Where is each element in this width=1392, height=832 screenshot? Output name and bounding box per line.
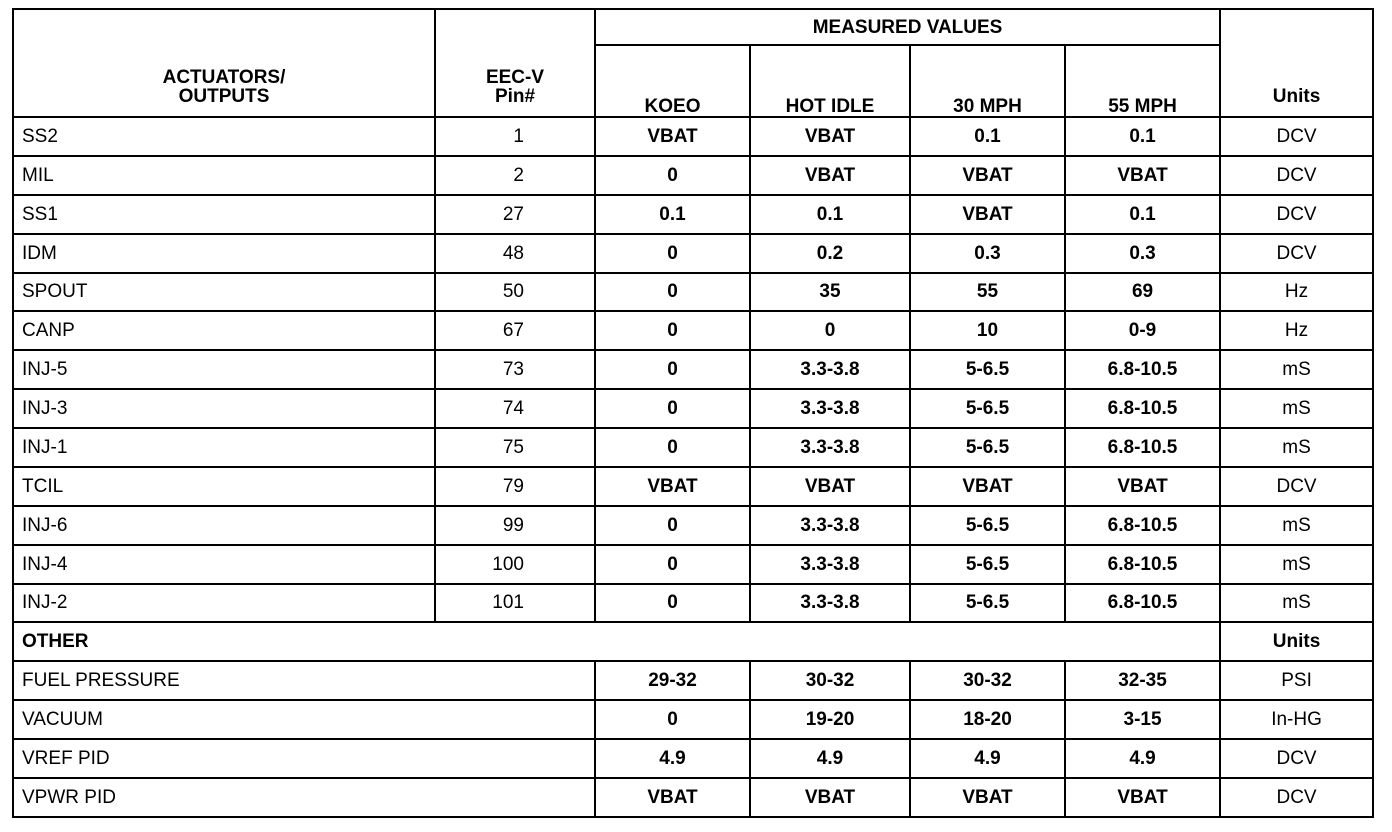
hot-idle-value: 4.9 bbox=[750, 739, 910, 778]
table-row bbox=[13, 661, 1373, 700]
hot-idle-value: 30-32 bbox=[750, 661, 910, 700]
koeo-value: 0 bbox=[595, 156, 750, 195]
table-row bbox=[13, 389, 1373, 428]
table-row bbox=[13, 311, 1373, 350]
units-value: mS bbox=[1220, 584, 1373, 623]
measured-values-header: MEASURED VALUES bbox=[595, 9, 1220, 45]
koeo-value: 0 bbox=[595, 700, 750, 739]
koeo-header: KOEO bbox=[595, 45, 750, 117]
koeo-value: 0 bbox=[595, 428, 750, 467]
units-value: mS bbox=[1220, 428, 1373, 467]
actuator-name: SPOUT bbox=[13, 273, 435, 312]
table-row bbox=[13, 428, 1373, 467]
30mph-value: 5-6.5 bbox=[910, 428, 1065, 467]
pin-header bbox=[435, 9, 595, 117]
table-row bbox=[13, 506, 1373, 545]
header-row-top bbox=[13, 9, 1373, 45]
55mph-value: 0.1 bbox=[1065, 195, 1220, 234]
table-row bbox=[13, 234, 1373, 273]
koeo-value: 0 bbox=[595, 273, 750, 312]
actuator-name: MIL bbox=[13, 156, 435, 195]
units-value: mS bbox=[1220, 350, 1373, 389]
30mph-value: 5-6.5 bbox=[910, 584, 1065, 623]
hot-idle-value: VBAT bbox=[750, 778, 910, 817]
units-value: DCV bbox=[1220, 195, 1373, 234]
hot-idle-value: 0.1 bbox=[750, 195, 910, 234]
pin-number: 48 bbox=[435, 234, 595, 273]
55mph-value: 6.8-10.5 bbox=[1065, 584, 1220, 623]
30mph-value: VBAT bbox=[910, 778, 1065, 817]
koeo-value: VBAT bbox=[595, 467, 750, 506]
units-value: DCV bbox=[1220, 467, 1373, 506]
actuator-name: INJ-2 bbox=[13, 584, 435, 623]
actuator-name: TCIL bbox=[13, 467, 435, 506]
55mph-value: 0.1 bbox=[1065, 117, 1220, 156]
koeo-value: VBAT bbox=[595, 778, 750, 817]
other-name: VREF PID bbox=[13, 739, 595, 778]
actuator-name: SS1 bbox=[13, 195, 435, 234]
actuator-name: INJ-1 bbox=[13, 428, 435, 467]
units-value: Hz bbox=[1220, 311, 1373, 350]
hot-idle-value: VBAT bbox=[750, 117, 910, 156]
55mph-value: 69 bbox=[1065, 273, 1220, 312]
table-body bbox=[13, 117, 1373, 817]
pin-number: 99 bbox=[435, 506, 595, 545]
30mph-value: 4.9 bbox=[910, 739, 1065, 778]
30mph-value: VBAT bbox=[910, 195, 1065, 234]
units-value: DCV bbox=[1220, 778, 1373, 817]
units-value: DCV bbox=[1220, 739, 1373, 778]
55mph-value: 32-35 bbox=[1065, 661, 1220, 700]
actuators-header-line1: ACTUATORS/ bbox=[162, 67, 286, 88]
55mph-value: VBAT bbox=[1065, 778, 1220, 817]
pin-number: 67 bbox=[435, 311, 595, 350]
30mph-value: 0.1 bbox=[910, 117, 1065, 156]
actuator-name: IDM bbox=[13, 234, 435, 273]
koeo-value: 0 bbox=[595, 506, 750, 545]
55mph-value: 6.8-10.5 bbox=[1065, 389, 1220, 428]
actuator-name: SS2 bbox=[13, 117, 435, 156]
55mph-value: 0.3 bbox=[1065, 234, 1220, 273]
actuator-name: INJ-5 bbox=[13, 350, 435, 389]
units-value: Hz bbox=[1220, 273, 1373, 312]
30mph-header: 30 MPH bbox=[910, 45, 1065, 117]
koeo-value: 0 bbox=[595, 234, 750, 273]
table-row bbox=[13, 117, 1373, 156]
pin-number: 101 bbox=[435, 584, 595, 623]
actuator-name: CANP bbox=[13, 311, 435, 350]
units-value: PSI bbox=[1220, 661, 1373, 700]
units-value: In-HG bbox=[1220, 700, 1373, 739]
koeo-value: 0 bbox=[595, 389, 750, 428]
hot-idle-value: VBAT bbox=[750, 156, 910, 195]
55mph-value: 6.8-10.5 bbox=[1065, 428, 1220, 467]
table-row bbox=[13, 350, 1373, 389]
table-row bbox=[13, 545, 1373, 584]
other-name: FUEL PRESSURE bbox=[13, 661, 595, 700]
table-row bbox=[13, 273, 1373, 312]
pin-number: 79 bbox=[435, 467, 595, 506]
koeo-value: 0.1 bbox=[595, 195, 750, 234]
hot-idle-value: 0 bbox=[750, 311, 910, 350]
koeo-value: 29-32 bbox=[595, 661, 750, 700]
actuators-header-line2: OUTPUTS bbox=[178, 86, 270, 107]
units-value: mS bbox=[1220, 545, 1373, 584]
other-name: VPWR PID bbox=[13, 778, 595, 817]
hot-idle-value: VBAT bbox=[750, 467, 910, 506]
table-row bbox=[13, 700, 1373, 739]
units-value: DCV bbox=[1220, 117, 1373, 156]
table-row bbox=[13, 156, 1373, 195]
30mph-value: VBAT bbox=[910, 467, 1065, 506]
30mph-value: 18-20 bbox=[910, 700, 1065, 739]
55mph-header: 55 MPH bbox=[1065, 45, 1220, 117]
table-row bbox=[13, 778, 1373, 817]
actuators-outputs-header bbox=[13, 9, 435, 117]
koeo-value: VBAT bbox=[595, 117, 750, 156]
pin-number: 74 bbox=[435, 389, 595, 428]
hot-idle-value: 3.3-3.8 bbox=[750, 506, 910, 545]
table-row bbox=[13, 195, 1373, 234]
actuator-name: INJ-3 bbox=[13, 389, 435, 428]
pin-number: 1 bbox=[435, 117, 595, 156]
table-row bbox=[13, 584, 1373, 623]
units-header: Units bbox=[1220, 9, 1373, 117]
55mph-value: VBAT bbox=[1065, 467, 1220, 506]
55mph-value: 6.8-10.5 bbox=[1065, 545, 1220, 584]
hot-idle-header: HOT IDLE bbox=[750, 45, 910, 117]
pin-number: 27 bbox=[435, 195, 595, 234]
30mph-value: 55 bbox=[910, 273, 1065, 312]
hot-idle-value: 3.3-3.8 bbox=[750, 545, 910, 584]
hot-idle-value: 3.3-3.8 bbox=[750, 350, 910, 389]
30mph-value: 5-6.5 bbox=[910, 350, 1065, 389]
55mph-value: 6.8-10.5 bbox=[1065, 350, 1220, 389]
hot-idle-value: 35 bbox=[750, 273, 910, 312]
30mph-value: 5-6.5 bbox=[910, 389, 1065, 428]
koeo-value: 4.9 bbox=[595, 739, 750, 778]
55mph-value: 3-15 bbox=[1065, 700, 1220, 739]
units-value: mS bbox=[1220, 389, 1373, 428]
hot-idle-value: 0.2 bbox=[750, 234, 910, 273]
pin-number: 100 bbox=[435, 545, 595, 584]
other-units-header: Units bbox=[1220, 622, 1373, 661]
30mph-value: 0.3 bbox=[910, 234, 1065, 273]
pin-number: 75 bbox=[435, 428, 595, 467]
units-value: mS bbox=[1220, 506, 1373, 545]
pin-number: 50 bbox=[435, 273, 595, 312]
actuator-name: INJ-4 bbox=[13, 545, 435, 584]
koeo-value: 0 bbox=[595, 545, 750, 584]
units-value: DCV bbox=[1220, 234, 1373, 273]
30mph-value: 5-6.5 bbox=[910, 545, 1065, 584]
hot-idle-value: 3.3-3.8 bbox=[750, 428, 910, 467]
30mph-value: 10 bbox=[910, 311, 1065, 350]
55mph-value: 6.8-10.5 bbox=[1065, 506, 1220, 545]
table-row bbox=[13, 467, 1373, 506]
other-section-row bbox=[13, 622, 1373, 661]
55mph-value: 4.9 bbox=[1065, 739, 1220, 778]
koeo-value: 0 bbox=[595, 311, 750, 350]
30mph-value: 5-6.5 bbox=[910, 506, 1065, 545]
other-name: VACUUM bbox=[13, 700, 595, 739]
55mph-value: 0-9 bbox=[1065, 311, 1220, 350]
table-row bbox=[13, 739, 1373, 778]
koeo-value: 0 bbox=[595, 350, 750, 389]
other-section-label: OTHER bbox=[13, 622, 1220, 661]
30mph-value: 30-32 bbox=[910, 661, 1065, 700]
koeo-value: 0 bbox=[595, 584, 750, 623]
pin-number: 2 bbox=[435, 156, 595, 195]
pin-number: 73 bbox=[435, 350, 595, 389]
55mph-value: VBAT bbox=[1065, 156, 1220, 195]
hot-idle-value: 3.3-3.8 bbox=[750, 389, 910, 428]
units-value: DCV bbox=[1220, 156, 1373, 195]
hot-idle-value: 19-20 bbox=[750, 700, 910, 739]
pin-header-line2: Pin# bbox=[494, 86, 536, 107]
hot-idle-value: 3.3-3.8 bbox=[750, 584, 910, 623]
pin-header-line1: EEC-V bbox=[485, 67, 545, 88]
actuator-name: INJ-6 bbox=[13, 506, 435, 545]
measured-values-table bbox=[12, 8, 1374, 818]
30mph-value: VBAT bbox=[910, 156, 1065, 195]
